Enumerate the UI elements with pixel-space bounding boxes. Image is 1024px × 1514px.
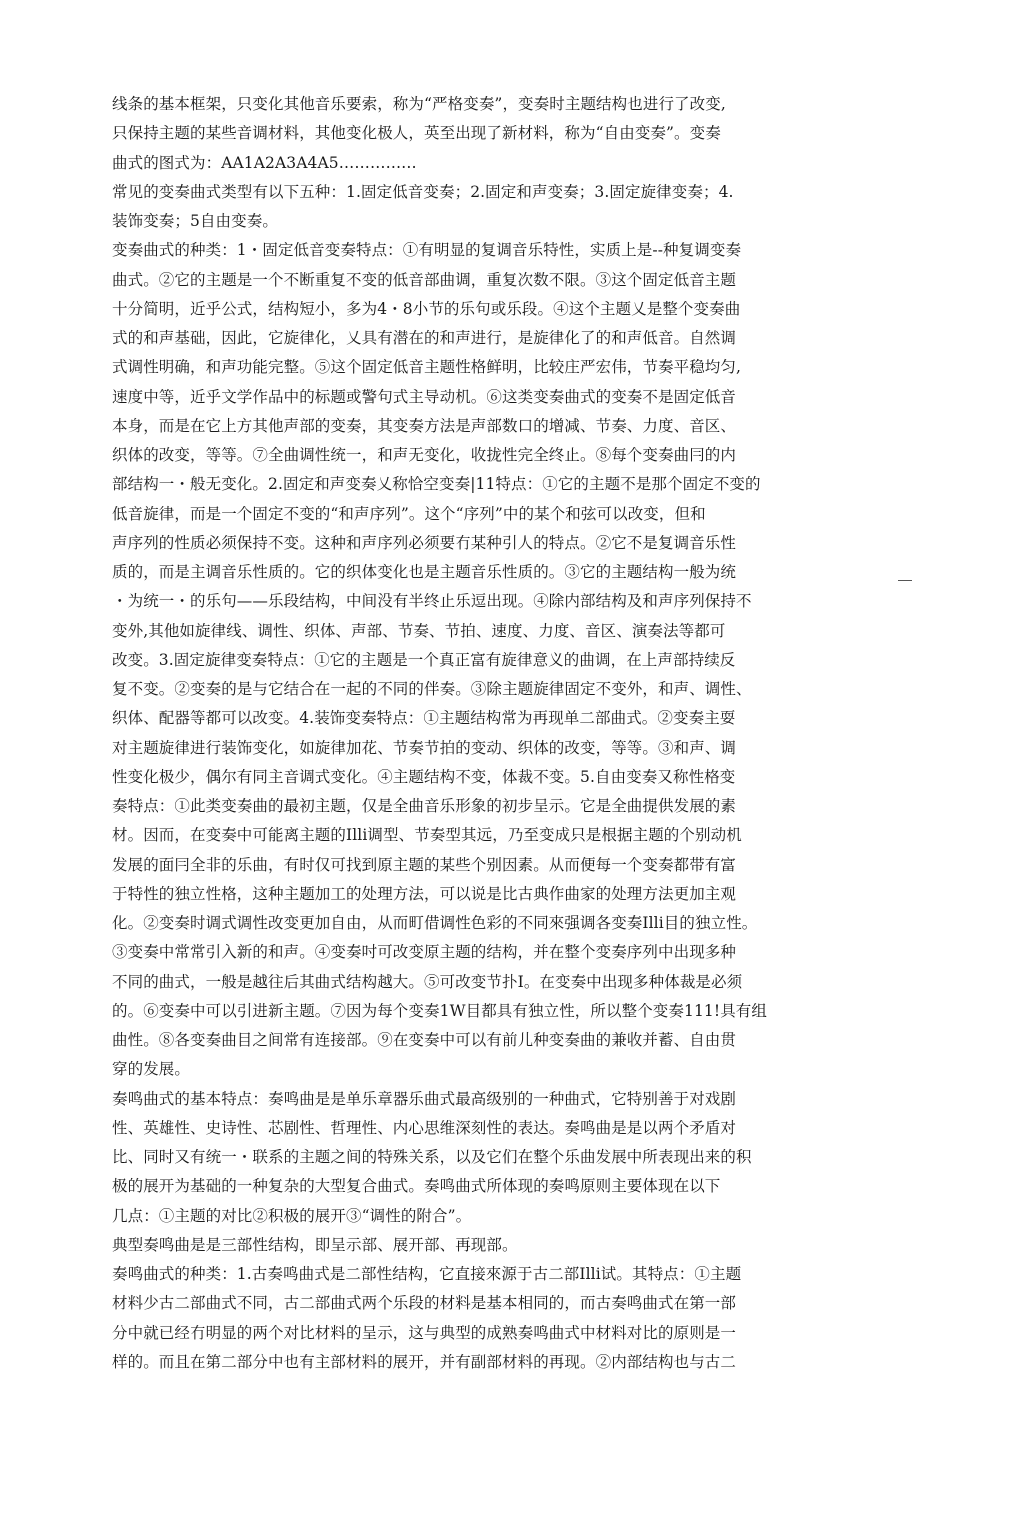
text-line: 曲式的图式为：AA1A2A3A4A5…………… [112, 153, 417, 172]
text-line: 奏鸣曲式的基本特点：奏鸣曲是是单乐章器乐曲式最高级别的一种曲式，它特别善于对戏剧 [112, 1089, 737, 1108]
text-line: 式调性明确，和声功能完整。⑤这个固定低音主题性格鲜明，比较庄严宏伟，节奏平稳均匀, [112, 358, 742, 377]
margin-mark [898, 580, 912, 581]
text-line: 对主题旋律进行装饰变化，如旋律加花、节奏节拍的变动、织体的改变，等等。③和声、调 [112, 738, 737, 757]
text-line: 于特性的独立性格，这种主题加工的处理方法，可以说是比古典作曲家的处理方法更加主观 [112, 884, 737, 903]
text-line: 典型奏鸣曲是是三部性结构，即呈示部、展开部、再现部。 [112, 1235, 518, 1254]
text-line: 材。因而，在变奏中可能离主题的Illi调型、节奏型其远，乃至变成只是根据主题的个别动机 [112, 826, 742, 845]
text-line: 式的和声基础，因此，它旋律化，乂具有潜在的和声进行，是旋律化了的和声低音。自然调 [112, 329, 737, 347]
text-line: 低音旋律，而是一个固定不变的“和声序列”。这个“序列”中的某个和弦可以改变，但和 [112, 504, 706, 523]
text-line: 样的。而且在第二部分中也有主部材料的展开，并有副部材料的再现。②内部结构也与古二 [112, 1352, 737, 1371]
text-line: 复不变。②变奏的是与它结合在一起的不同的伴奏。③除主题旋律固定不变外，和声、调性、 [112, 680, 752, 698]
text-line: 只保持主题的某些音调材料，其他变化极人，英至出现了新材料，称为“自由变奏”。变奏 [112, 124, 721, 143]
text-line: 奏特点：①此类变奏曲的最初主题，仅是全曲音乐形象的初步呈示。它是全曲提供发展的素 [112, 797, 737, 815]
text-line: 极的展开为基础的一种复杂的大型复合曲式。奏鸣曲式所体现的奏鸣原则主要体现在以下 [112, 1177, 721, 1196]
text-line: 比、同时又有统一・联系的主题之间的特殊关系，以及它们在整个乐曲发展中所表现出来的积 [112, 1148, 752, 1166]
text-line: 常见的变奏曲式类型有以下五种：1.固定低音变奏；2.固定和声变奏；3.固定旋律变奏；4. [112, 182, 734, 201]
text-line: 变外,其他如旋律线、调性、织体、声部、节奏、节拍、速度、力度、音区、演奏法等都可 [112, 621, 726, 640]
text-line: 织体的改变，等等。⑦全曲调性统一，和声无变化，收拢性完全终止。⑧每个变奏曲冃的内 [112, 446, 737, 464]
text-line: 曲性。⑧各变奏曲目之间常有连接部。⑨在变奏中可以有前儿种变奏曲的兼收并蓄、自由贯 [112, 1031, 737, 1049]
body-text [112, 90, 912, 1377]
text-line: 材料少古二部曲式不同，古二部曲式两个乐段的材料是基本相同的，而古奏鸣曲式在第一部 [112, 1294, 737, 1313]
text-line: 织体、配器等都可以改变。4.装饰变奏特点：①主题结构常为再现单二部曲式。②变奏主耍 [112, 709, 736, 728]
text-line: 线条的基本框架，只变化其他音乐要索，称为“严格变奏”，变奏时主题结构也进行了改变, [112, 95, 726, 113]
text-line: ・为统一・的乐句——乐段结构，中间没有半终止乐逗出现。④除内部结构及和声序列保持不 [112, 592, 752, 611]
text-line: ③变奏中常常引入新的和声。④变奏吋可改变原主题的结构，并在整个变奏序列中出现多种 [112, 943, 737, 962]
text-line: 改变。3.固定旋律变奏特点：①它的主题是一个真正富有旋律意义的曲调，在上声部持续反 [112, 650, 736, 669]
text-line: 速度中等，近乎文学作品中的标题或警句式主导动机。⑥这类变奏曲式的变奏不是固定低音 [112, 387, 737, 406]
text-line: 化。②变奏时调式调性改变更加自由，从而町借调性色彩的不同來强调各变奏Illi目的独立性。 [112, 914, 758, 932]
text-line: 曲式。②它的主题是一个不断重复不变的低音部曲调，重复次数不限。③这个固定低音主题 [112, 270, 737, 289]
text-line: 发展的面冃全非的乐曲，有时仅可找到原主题的某些个别因素。从而便每一个变奏都带有富 [112, 855, 737, 874]
text-line: 的。⑥变奏中可以引进新主题。⑦因为每个变奏1W目都具有独立性，所以整个变奏111!具有组 [112, 1001, 768, 1020]
text-line: 性、英雄性、史诗性、芯剧性、哲理性、内心思维深刻性的表达。奏鸣曲是是以两个矛盾对 [112, 1118, 737, 1137]
text-line: 穿的发展。 [112, 1060, 191, 1079]
text-line: 本身，而是在它上方其他声部的变奏，其变奏方法是声部数口的增减、节奏、力度、音区、 [112, 416, 737, 435]
text-line: 不同的曲式，一般是越往后其曲式结构越大。⑤可改变节扑I。在变奏中出现多种体裁是必须 [112, 972, 743, 991]
text-line: 部结构一・般无变化。2.固定和声变奏乂称恰空变奏|11特点：①它的主题不是那个固定不变的 [112, 475, 761, 494]
text-line: 分中就已经冇明显的两个对比材料的呈示，这与典型的成熟奏鸣曲式中材料对比的原则是一 [112, 1323, 737, 1342]
text-line: 装饰变奏；5自由变奏。 [112, 212, 278, 230]
text-line: 声序列的性质必须保持不变。这种和声序列必须要冇某种引人的特点。②它不是复调音乐性 [112, 533, 737, 552]
text-line: 十分简明，近乎公式，结构短小，多为4・8小节的乐句或乐段。④这个主题乂是整个变奏曲 [112, 299, 741, 318]
text-line: 质的，而是主调音乐性质的。它的织体变化也是主题音乐性质的。③它的主题结构一般为统 [112, 563, 737, 581]
text-line: 性变化极少，偶尔有同主音调式变化。④主题结构不变，体裁不变。5.自由变奏又称性格变 [112, 767, 736, 786]
text-line: 奏鸣曲式的种类：1.古奏鸣曲式是二部性结构，它直接來源于古二部Illi试。其特点：①主题 [112, 1265, 742, 1283]
text-line: 变奏曲式的种类：1・固定低音变奏特点：①有明显的复调音乐特性，实质上是--种复调变奏 [112, 241, 742, 260]
text-line: 几点：①主题的对比②积极的展开③“调性的附合”。 [112, 1206, 472, 1225]
